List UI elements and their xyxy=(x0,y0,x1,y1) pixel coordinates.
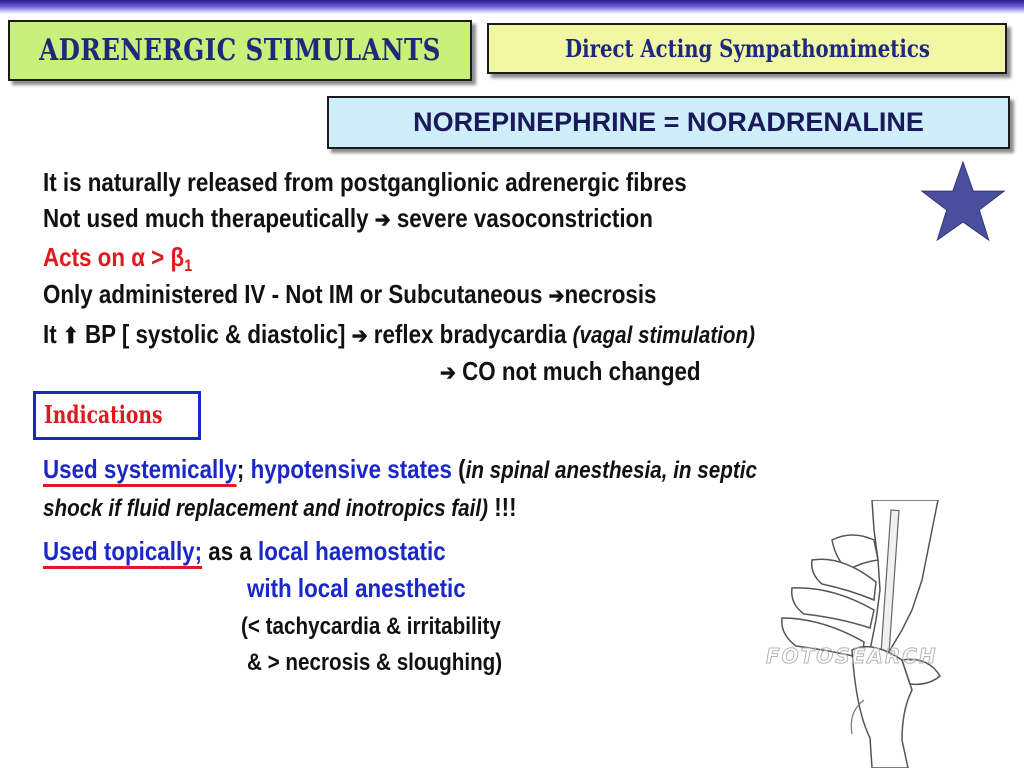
indications-heading: Indications xyxy=(44,400,163,429)
systemic-use-line: Used systemically; hypotensive states (in spinal anesthesia, in septic xyxy=(43,454,757,485)
topical-use-label: Used topically; xyxy=(43,536,202,569)
beta-symbol: β xyxy=(170,242,185,272)
watermark: FOTOSEARCH xyxy=(766,644,938,668)
topical-use-line: Used topically; as a local haemostatic xyxy=(43,536,446,567)
gloved-hands-syringe-illustration xyxy=(752,500,992,768)
systemic-use-line-2: shock if fluid replacement and inotropics fail) !!! xyxy=(43,492,517,522)
slide-title-box xyxy=(8,20,472,81)
arrow-right-icon: ➔ xyxy=(351,323,368,348)
topical-use-line-4: & > necrosis & sloughing) xyxy=(247,649,503,676)
arrow-right-icon: ➔ xyxy=(440,360,456,385)
alpha-symbol: α xyxy=(131,242,145,272)
subtitle-box xyxy=(487,23,1007,74)
slide-title: ADRENERGIC STIMULANTS xyxy=(39,33,441,68)
body-line-3: Acts on $\alpha > \beta_1$ xyxy=(43,242,193,275)
top-banner-stripe xyxy=(0,0,1024,14)
arrow-right-icon: ➔ xyxy=(548,283,565,308)
body-line-2: Not used much therapeutically ➔ severe vasoconstriction xyxy=(43,203,653,233)
systemic-use-label: Used systemically xyxy=(43,454,237,487)
topical-use-line-3: (< tachycardia & irritability xyxy=(241,613,501,640)
indications-box xyxy=(33,391,201,440)
body-line-5: It ⬆ BP [ systolic & diastolic] ➔ reflex bradycardia (vagal stimulation) xyxy=(43,319,756,349)
drug-name-box xyxy=(327,96,1010,149)
drug-name: NOREPINEPHRINE = NORADRENALINE xyxy=(413,107,924,137)
star-icon xyxy=(920,160,1006,242)
body-line-6: ➔ CO not much changed xyxy=(440,356,701,386)
body-line-4: Only administered IV - Not IM or Subcutaneous ➔necrosis xyxy=(43,279,657,309)
arrow-up-icon: ⬆ xyxy=(62,323,79,348)
slide-subtitle: Direct Acting Sympathomimetics xyxy=(564,34,930,63)
arrow-right-icon: ➔ xyxy=(374,207,391,232)
topical-use-line-2: with local anesthetic xyxy=(247,573,466,603)
body-line-1: It is naturally released from postganglionic adrenergic fibres xyxy=(43,167,687,197)
